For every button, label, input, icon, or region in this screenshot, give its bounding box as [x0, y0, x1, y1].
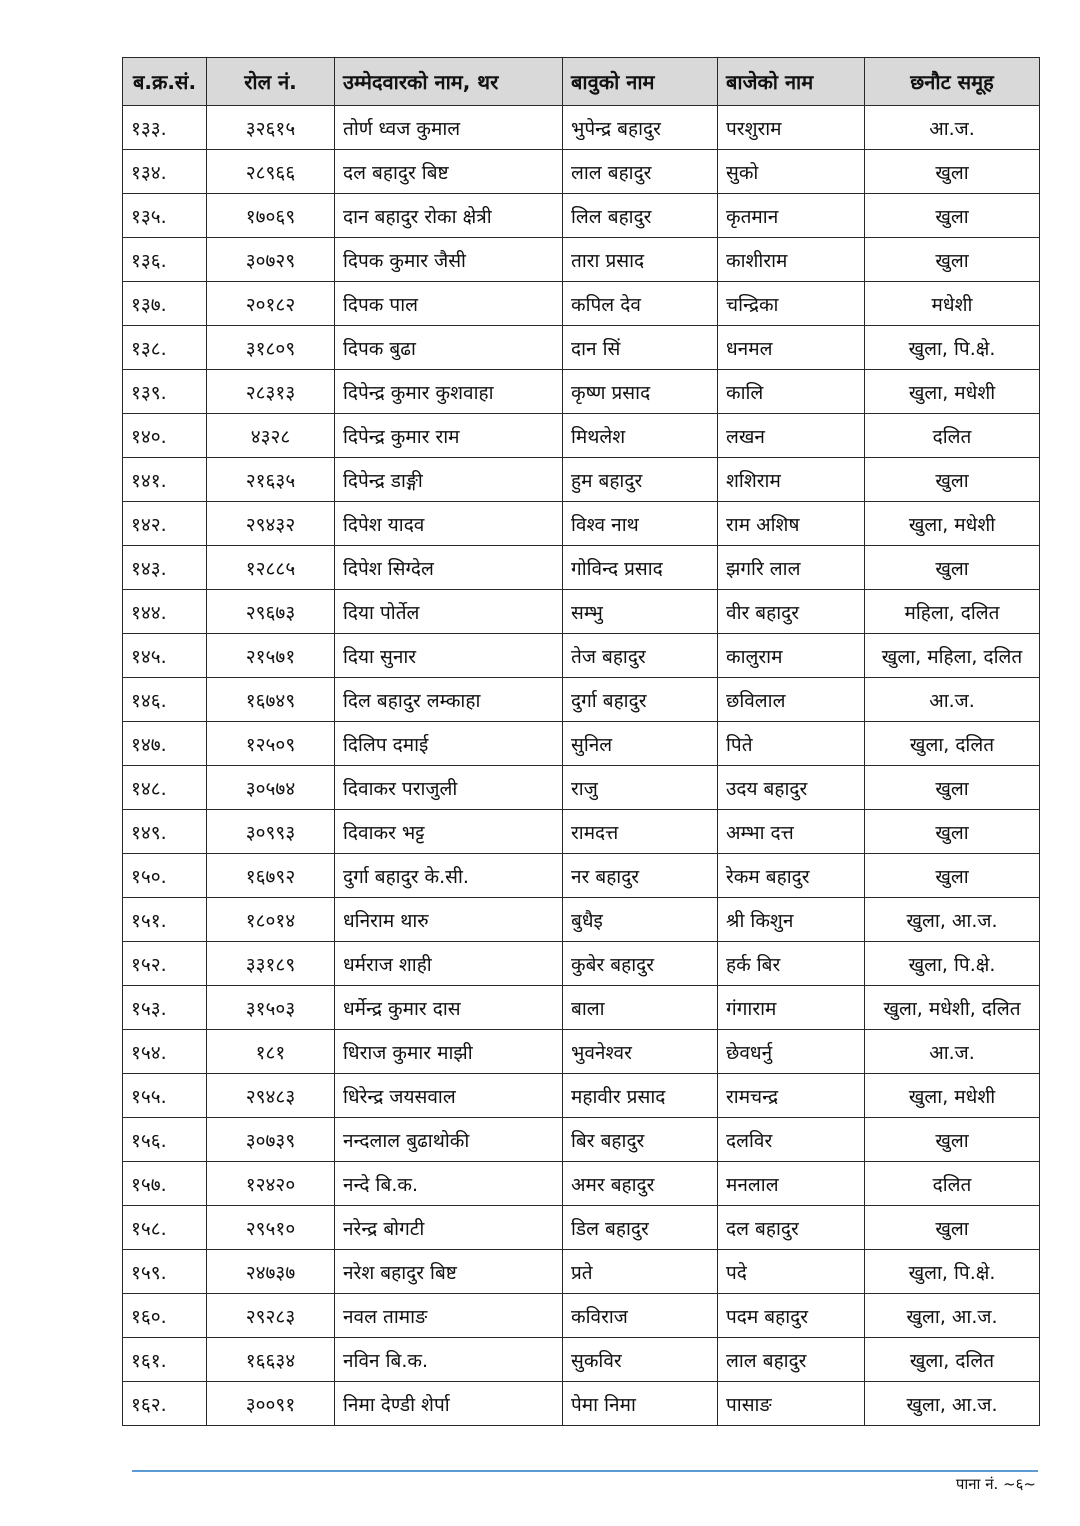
cell-father-name: हुम बहादुर — [563, 458, 718, 502]
cell-serial-number: १६२. — [123, 1382, 207, 1426]
cell-selection-group: खुला — [865, 854, 1040, 898]
cell-roll-number: ३००९१ — [207, 1382, 335, 1426]
cell-candidate-name: नविन बि.क. — [335, 1338, 563, 1382]
cell-selection-group: खुला, मधेशी — [865, 502, 1040, 546]
header-candidate-name: उम्मेदवारको नाम, थर — [335, 58, 563, 106]
cell-roll-number: ३०५७४ — [207, 766, 335, 810]
table-row — [123, 766, 1040, 810]
footer-divider — [132, 1470, 1038, 1472]
cell-grandfather-name: परशुराम — [718, 106, 865, 150]
cell-serial-number: १४५. — [123, 634, 207, 678]
cell-grandfather-name: दलविर — [718, 1118, 865, 1162]
cell-serial-number: १३३. — [123, 106, 207, 150]
cell-selection-group: मधेशी — [865, 282, 1040, 326]
cell-roll-number: २९२८३ — [207, 1294, 335, 1338]
cell-candidate-name: नन्दलाल बुढाथोकी — [335, 1118, 563, 1162]
table-row — [123, 810, 1040, 854]
cell-father-name: कुबेर बहादुर — [563, 942, 718, 986]
cell-candidate-name: दिपेश यादव — [335, 502, 563, 546]
cell-father-name: रामदत्त — [563, 810, 718, 854]
cell-serial-number: १४८. — [123, 766, 207, 810]
cell-father-name: राजु — [563, 766, 718, 810]
cell-serial-number: १३६. — [123, 238, 207, 282]
table-row — [123, 282, 1040, 326]
cell-roll-number: १६७९२ — [207, 854, 335, 898]
cell-grandfather-name: अम्भा दत्त — [718, 810, 865, 854]
cell-grandfather-name: छविलाल — [718, 678, 865, 722]
cell-candidate-name: दिवाकर पराजुली — [335, 766, 563, 810]
cell-grandfather-name: वीर बहादुर — [718, 590, 865, 634]
table-row — [123, 106, 1040, 150]
header-selection-group: छनौट समूह — [865, 58, 1040, 106]
table-header — [123, 58, 1040, 106]
cell-father-name: लाल बहादुर — [563, 150, 718, 194]
table-row — [123, 326, 1040, 370]
cell-father-name: विश्व नाथ — [563, 502, 718, 546]
cell-serial-number: १४९. — [123, 810, 207, 854]
cell-candidate-name: दुर्गा बहादुर के.सी. — [335, 854, 563, 898]
cell-candidate-name: दिलिप दमाई — [335, 722, 563, 766]
cell-grandfather-name: हर्क बिर — [718, 942, 865, 986]
cell-father-name: गोविन्द प्रसाद — [563, 546, 718, 590]
cell-selection-group: खुला — [865, 458, 1040, 502]
table-row — [123, 1338, 1040, 1382]
table-row — [123, 722, 1040, 766]
cell-grandfather-name: झगरि लाल — [718, 546, 865, 590]
cell-roll-number: २०१८२ — [207, 282, 335, 326]
table-row — [123, 678, 1040, 722]
cell-candidate-name: नरेन्द्र बोगटी — [335, 1206, 563, 1250]
cell-roll-number: १२५०९ — [207, 722, 335, 766]
cell-father-name: सम्भु — [563, 590, 718, 634]
cell-grandfather-name: पासाङ — [718, 1382, 865, 1426]
header-grandfather-name: बाजेको नाम — [718, 58, 865, 106]
table-row — [123, 1206, 1040, 1250]
cell-candidate-name: धिरेन्द्र जयसवाल — [335, 1074, 563, 1118]
cell-serial-number: १५१. — [123, 898, 207, 942]
header-roll-number: रोल नं. — [207, 58, 335, 106]
cell-father-name: दुर्गा बहादुर — [563, 678, 718, 722]
cell-serial-number: १५२. — [123, 942, 207, 986]
cell-father-name: तेज बहादुर — [563, 634, 718, 678]
cell-grandfather-name: कालुराम — [718, 634, 865, 678]
header-father-name: बावुको नाम — [563, 58, 718, 106]
cell-roll-number: २४७३७ — [207, 1250, 335, 1294]
cell-father-name: बिर बहादुर — [563, 1118, 718, 1162]
header-row — [123, 58, 1040, 106]
table-row — [123, 942, 1040, 986]
cell-father-name: कविराज — [563, 1294, 718, 1338]
cell-grandfather-name: पदम बहादुर — [718, 1294, 865, 1338]
cell-father-name: बुधैइ — [563, 898, 718, 942]
cell-selection-group: खुला, दलित — [865, 1338, 1040, 1382]
cell-father-name: कृष्ण प्रसाद — [563, 370, 718, 414]
table-row — [123, 1294, 1040, 1338]
page-number: पाना नं. ~६~ — [955, 1475, 1036, 1493]
cell-roll-number: ३०७२९ — [207, 238, 335, 282]
table-row — [123, 458, 1040, 502]
cell-serial-number: १३५. — [123, 194, 207, 238]
cell-grandfather-name: छेवधर्नु — [718, 1030, 865, 1074]
cell-roll-number: २१६३५ — [207, 458, 335, 502]
cell-selection-group: खुला — [865, 1118, 1040, 1162]
cell-roll-number: २८३१३ — [207, 370, 335, 414]
table-row — [123, 1030, 1040, 1074]
cell-selection-group: खुला — [865, 1206, 1040, 1250]
cell-serial-number: १६१. — [123, 1338, 207, 1382]
cell-selection-group: खुला, मधेशी, दलित — [865, 986, 1040, 1030]
cell-candidate-name: धिराज कुमार माझी — [335, 1030, 563, 1074]
cell-father-name: सुनिल — [563, 722, 718, 766]
cell-grandfather-name: राम अशिष — [718, 502, 865, 546]
table-row — [123, 854, 1040, 898]
cell-selection-group: खुला — [865, 766, 1040, 810]
cell-selection-group: खुला, पि.क्षे. — [865, 1250, 1040, 1294]
cell-selection-group: खुला, महिला, दलित — [865, 634, 1040, 678]
cell-roll-number: ३२६१५ — [207, 106, 335, 150]
results-table — [122, 57, 1040, 1426]
cell-father-name: मिथलेश — [563, 414, 718, 458]
cell-father-name: अमर बहादुर — [563, 1162, 718, 1206]
cell-selection-group: खुला, आ.ज. — [865, 1382, 1040, 1426]
cell-father-name: डिल बहादुर — [563, 1206, 718, 1250]
cell-selection-group: दलित — [865, 414, 1040, 458]
table-row — [123, 898, 1040, 942]
header-serial-number: ब.क्र.सं. — [123, 58, 207, 106]
cell-grandfather-name: रामचन्द्र — [718, 1074, 865, 1118]
cell-roll-number: १६७४९ — [207, 678, 335, 722]
cell-candidate-name: दिपेन्द्र डाङ्गी — [335, 458, 563, 502]
cell-selection-group: खुला — [865, 194, 1040, 238]
cell-father-name: प्रते — [563, 1250, 718, 1294]
cell-roll-number: ३०९९३ — [207, 810, 335, 854]
cell-roll-number: १२४२० — [207, 1162, 335, 1206]
table-row — [123, 1118, 1040, 1162]
cell-candidate-name: नवल तामाङ — [335, 1294, 563, 1338]
cell-serial-number: १४४. — [123, 590, 207, 634]
cell-candidate-name: निमा देण्डी शेर्पा — [335, 1382, 563, 1426]
cell-selection-group: दलित — [865, 1162, 1040, 1206]
cell-serial-number: १६०. — [123, 1294, 207, 1338]
cell-candidate-name: दिया सुनार — [335, 634, 563, 678]
cell-roll-number: १८०१४ — [207, 898, 335, 942]
cell-grandfather-name: पिते — [718, 722, 865, 766]
cell-serial-number: १४३. — [123, 546, 207, 590]
cell-serial-number: १४७. — [123, 722, 207, 766]
cell-roll-number: २९५१० — [207, 1206, 335, 1250]
cell-candidate-name: दिपक पाल — [335, 282, 563, 326]
cell-candidate-name: तोर्ण ध्वज कुमाल — [335, 106, 563, 150]
table-row — [123, 1162, 1040, 1206]
cell-father-name: भुपेन्द्र बहादुर — [563, 106, 718, 150]
cell-grandfather-name: उदय बहादुर — [718, 766, 865, 810]
table-body — [123, 106, 1040, 1426]
cell-serial-number: १५०. — [123, 854, 207, 898]
cell-grandfather-name: कालि — [718, 370, 865, 414]
cell-father-name: कपिल देव — [563, 282, 718, 326]
cell-grandfather-name: सुको — [718, 150, 865, 194]
cell-father-name: तारा प्रसाद — [563, 238, 718, 282]
cell-grandfather-name: श्री किशुन — [718, 898, 865, 942]
cell-serial-number: १४२. — [123, 502, 207, 546]
table-row — [123, 238, 1040, 282]
cell-roll-number: २९४३२ — [207, 502, 335, 546]
cell-grandfather-name: लाल बहादुर — [718, 1338, 865, 1382]
table-row — [123, 370, 1040, 414]
cell-roll-number: ३३१८९ — [207, 942, 335, 986]
cell-selection-group: आ.ज. — [865, 678, 1040, 722]
cell-grandfather-name: शशिराम — [718, 458, 865, 502]
cell-serial-number: १५९. — [123, 1250, 207, 1294]
cell-candidate-name: दल बहादुर बिष्ट — [335, 150, 563, 194]
cell-selection-group: खुला, मधेशी — [865, 370, 1040, 414]
cell-selection-group: आ.ज. — [865, 1030, 1040, 1074]
cell-grandfather-name: गंगाराम — [718, 986, 865, 1030]
cell-selection-group: महिला, दलित — [865, 590, 1040, 634]
cell-candidate-name: दिपक बुढा — [335, 326, 563, 370]
cell-father-name: दान सिं — [563, 326, 718, 370]
cell-candidate-name: नरेश बहादुर बिष्ट — [335, 1250, 563, 1294]
cell-candidate-name: धनिराम थारु — [335, 898, 563, 942]
cell-roll-number: २१५७१ — [207, 634, 335, 678]
cell-selection-group: खुला — [865, 238, 1040, 282]
cell-grandfather-name: लखन — [718, 414, 865, 458]
cell-serial-number: १४१. — [123, 458, 207, 502]
cell-roll-number: १८१ — [207, 1030, 335, 1074]
cell-serial-number: १५६. — [123, 1118, 207, 1162]
cell-candidate-name: दिपेन्द्र कुमार कुशवाहा — [335, 370, 563, 414]
table-row — [123, 546, 1040, 590]
table-row — [123, 414, 1040, 458]
cell-grandfather-name: चन्द्रिका — [718, 282, 865, 326]
cell-roll-number: ३१८०९ — [207, 326, 335, 370]
cell-serial-number: १५७. — [123, 1162, 207, 1206]
cell-selection-group: खुला — [865, 150, 1040, 194]
cell-roll-number: १६६३४ — [207, 1338, 335, 1382]
cell-selection-group: आ.ज. — [865, 106, 1040, 150]
cell-roll-number: २८९६६ — [207, 150, 335, 194]
cell-candidate-name: दिपेश सिग्देल — [335, 546, 563, 590]
cell-serial-number: १४०. — [123, 414, 207, 458]
cell-serial-number: १५८. — [123, 1206, 207, 1250]
cell-grandfather-name: कृतमान — [718, 194, 865, 238]
table-row — [123, 150, 1040, 194]
cell-roll-number: २९६७३ — [207, 590, 335, 634]
cell-selection-group: खुला — [865, 810, 1040, 854]
cell-selection-group: खुला, पि.क्षे. — [865, 942, 1040, 986]
table-row — [123, 634, 1040, 678]
cell-serial-number: १४६. — [123, 678, 207, 722]
cell-father-name: पेमा निमा — [563, 1382, 718, 1426]
cell-selection-group: खुला, आ.ज. — [865, 1294, 1040, 1338]
table-row — [123, 986, 1040, 1030]
cell-grandfather-name: दल बहादुर — [718, 1206, 865, 1250]
cell-selection-group: खुला — [865, 546, 1040, 590]
cell-candidate-name: दिल बहादुर लम्काहा — [335, 678, 563, 722]
cell-grandfather-name: रेकम बहादुर — [718, 854, 865, 898]
cell-grandfather-name: पदे — [718, 1250, 865, 1294]
cell-candidate-name: दिवाकर भट्ट — [335, 810, 563, 854]
cell-roll-number: ४३२८ — [207, 414, 335, 458]
cell-candidate-name: धर्मराज शाही — [335, 942, 563, 986]
cell-candidate-name: दिया पोर्तेल — [335, 590, 563, 634]
cell-selection-group: खुला, दलित — [865, 722, 1040, 766]
cell-selection-group: खुला, पि.क्षे. — [865, 326, 1040, 370]
cell-father-name: भुवनेश्वर — [563, 1030, 718, 1074]
cell-roll-number: १७०६९ — [207, 194, 335, 238]
table-row — [123, 590, 1040, 634]
cell-grandfather-name: धनमल — [718, 326, 865, 370]
cell-roll-number: १२८८५ — [207, 546, 335, 590]
cell-candidate-name: दिपक कुमार जैसी — [335, 238, 563, 282]
cell-candidate-name: नन्दे बि.क. — [335, 1162, 563, 1206]
cell-roll-number: २९४८३ — [207, 1074, 335, 1118]
cell-father-name: नर बहादुर — [563, 854, 718, 898]
cell-selection-group: खुला, मधेशी — [865, 1074, 1040, 1118]
cell-father-name: लिल बहादुर — [563, 194, 718, 238]
cell-candidate-name: धर्मेन्द्र कुमार दास — [335, 986, 563, 1030]
cell-serial-number: १५४. — [123, 1030, 207, 1074]
cell-candidate-name: दान बहादुर रोका क्षेत्री — [335, 194, 563, 238]
cell-serial-number: १३९. — [123, 370, 207, 414]
cell-grandfather-name: मनलाल — [718, 1162, 865, 1206]
table-row — [123, 1382, 1040, 1426]
cell-father-name: सुकविर — [563, 1338, 718, 1382]
cell-candidate-name: दिपेन्द्र कुमार राम — [335, 414, 563, 458]
table-row — [123, 1074, 1040, 1118]
cell-serial-number: १३७. — [123, 282, 207, 326]
cell-roll-number: ३१५०३ — [207, 986, 335, 1030]
cell-grandfather-name: काशीराम — [718, 238, 865, 282]
cell-serial-number: १५३. — [123, 986, 207, 1030]
cell-serial-number: १३८. — [123, 326, 207, 370]
cell-serial-number: १३४. — [123, 150, 207, 194]
cell-serial-number: १५५. — [123, 1074, 207, 1118]
cell-roll-number: ३०७३९ — [207, 1118, 335, 1162]
table-row — [123, 1250, 1040, 1294]
table-row — [123, 194, 1040, 238]
cell-selection-group: खुला, आ.ज. — [865, 898, 1040, 942]
cell-father-name: बाला — [563, 986, 718, 1030]
table-row — [123, 502, 1040, 546]
cell-father-name: महावीर प्रसाद — [563, 1074, 718, 1118]
